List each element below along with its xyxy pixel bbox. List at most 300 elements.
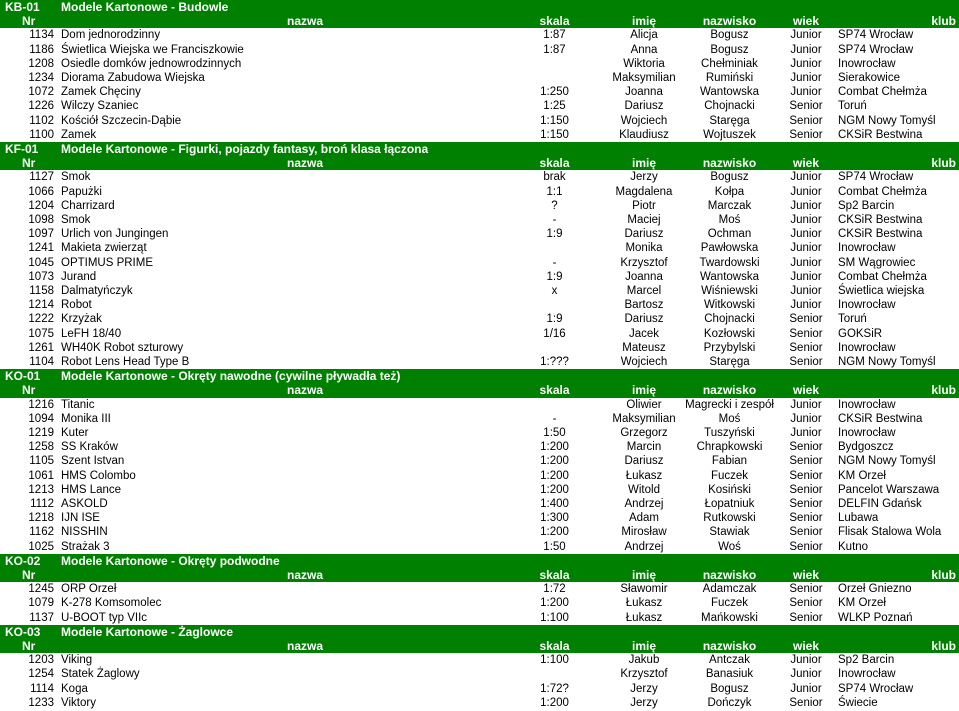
cell-klub: Pancelot Warszawa — [838, 483, 940, 496]
table-row — [0, 28, 959, 42]
cell-imie: Krzysztof — [620, 256, 668, 269]
cell-klub: CKSiR Bestwina — [838, 128, 923, 141]
header-nazwa: nazwa — [286, 639, 323, 653]
cell-nazwa: Wilczy Szaniec — [61, 100, 139, 113]
section-title: Modele Kartonowe - Budowle — [61, 0, 229, 14]
table-row — [0, 469, 959, 483]
section-code: KO-01 — [5, 369, 41, 384]
cell-skala: 1:100 — [540, 654, 569, 667]
cell-nazwa: Szent Istvan — [61, 455, 125, 468]
header-wiek: wiek — [792, 639, 819, 653]
header-nazwisko: nazwisko — [702, 639, 757, 653]
cell-nazwa: HMS Lance — [61, 483, 122, 496]
cell-klub: Inowrocław — [838, 242, 896, 255]
cell-imie: Jakub — [628, 654, 660, 667]
cell-nazwa: Makieta zwierząt — [61, 242, 147, 255]
cell-imie: Sławomir — [620, 583, 668, 596]
header-nazwisko: nazwisko — [702, 568, 757, 582]
table-row — [0, 454, 959, 468]
cell-imie: Wiktoria — [623, 57, 665, 70]
cell-nazwisko: Bogusz — [710, 682, 749, 695]
cell-nazwa: Monika III — [61, 412, 111, 425]
cell-wiek: Junior — [790, 682, 822, 695]
header-skala: skala — [539, 639, 570, 653]
table-row — [0, 99, 959, 113]
table-row — [0, 298, 959, 312]
cell-imie: Piotr — [632, 199, 656, 212]
section-code: KO-03 — [5, 624, 41, 639]
header-skala: skala — [539, 568, 570, 582]
cell-wiek: Junior — [790, 86, 822, 99]
cell-nr: 1222 — [28, 313, 54, 326]
cell-nazwa: Strażak 3 — [61, 540, 110, 553]
header-nazwisko: nazwisko — [702, 14, 757, 29]
header-klub: klub — [931, 383, 956, 398]
table-row — [0, 213, 959, 227]
cell-nazwa: Krzyżak — [61, 313, 102, 326]
cell-wiek: Junior — [790, 270, 822, 283]
cell-nazwisko: Marczak — [707, 199, 752, 212]
cell-skala: 1:200 — [540, 597, 569, 610]
cell-nazwisko: Chojnacki — [704, 100, 755, 113]
cell-nazwa: Statek Żaglowy — [61, 668, 140, 681]
header-nazwisko: nazwisko — [702, 383, 757, 398]
cell-skala: 1:200 — [540, 526, 569, 539]
cell-nazwa: K-278 Komsomolec — [61, 597, 162, 610]
cell-imie: Jerzy — [630, 171, 658, 184]
table-row — [0, 355, 959, 369]
cell-nr: 1045 — [28, 256, 54, 269]
cell-imie: Łukasz — [625, 469, 663, 482]
cell-nazwisko: Banasiuk — [705, 668, 754, 681]
cell-imie: Adam — [628, 512, 660, 525]
cell-nazwisko: Staręga — [709, 356, 750, 368]
cell-imie: Joanna — [625, 86, 663, 99]
cell-klub: KM Orzeł — [838, 469, 886, 482]
cell-wiek: Senior — [789, 100, 823, 113]
table-row — [0, 398, 959, 412]
table-row — [0, 270, 959, 284]
section-band — [0, 0, 959, 14]
section-band — [0, 369, 959, 383]
cell-klub: SP74 Wrocław — [838, 29, 914, 42]
table-row — [0, 241, 959, 255]
cell-nazwa: Robot — [61, 299, 92, 312]
cell-nazwisko: Chojnacki — [704, 313, 755, 326]
cell-imie: Anna — [630, 43, 658, 56]
cell-imie: Dariusz — [624, 313, 664, 326]
cell-imie: Dariusz — [624, 455, 664, 468]
cell-skala: 1:300 — [540, 512, 569, 525]
table-row — [0, 596, 959, 610]
header-imie: imię — [631, 383, 656, 398]
cell-imie: Maciej — [627, 214, 661, 226]
cell-imie: Mateusz — [622, 341, 666, 354]
table-row — [0, 185, 959, 199]
cell-skala: 1:200 — [540, 483, 569, 496]
cell-imie: Joanna — [625, 270, 663, 283]
cell-imie: Klaudiusz — [619, 128, 669, 141]
cell-wiek: Senior — [789, 696, 823, 709]
section-title: Modele Kartonowe - Żaglowce — [61, 624, 234, 639]
cell-nazwisko: Fabian — [711, 455, 748, 468]
cell-nazwa: OPTIMUS PRIME — [61, 256, 154, 269]
cell-nazwa: Smok — [61, 171, 91, 184]
table-row — [0, 483, 959, 497]
cell-imie: Magdalena — [615, 185, 673, 198]
table-row — [0, 497, 959, 511]
cell-nr: 1079 — [28, 597, 54, 610]
section-title: Modele Kartonowe - Okręty podwodne — [61, 553, 280, 568]
cell-skala: 1:72 — [543, 583, 566, 596]
column-header-row — [0, 383, 959, 397]
cell-imie: Grzegorz — [620, 427, 668, 439]
cell-skala — [508, 398, 601, 412]
cell-nr: 1233 — [28, 696, 54, 709]
cell-nazwa: IJN ISE — [61, 512, 100, 525]
table-row — [0, 256, 959, 270]
header-klub: klub — [931, 14, 956, 29]
cell-klub: Inowrocław — [838, 398, 896, 411]
cell-imie: Krzysztof — [620, 668, 668, 681]
cell-nazwa: Charrizard — [61, 199, 115, 212]
cell-nazwisko: Bogusz — [710, 43, 749, 56]
cell-imie: Andrzej — [624, 540, 664, 553]
cell-nr: 1075 — [28, 327, 54, 340]
section-band — [0, 142, 959, 156]
cell-nr: 1104 — [29, 356, 54, 368]
cell-wiek: Senior — [789, 512, 823, 525]
cell-nr: 1102 — [29, 114, 54, 127]
section-title: Modele Kartonowe - Okręty nawodne (cywilne pływadła też) — [61, 369, 401, 384]
cell-nazwisko: Moś — [718, 214, 741, 226]
cell-nazwa: Papużki — [61, 185, 102, 198]
cell-wiek: Junior — [790, 72, 822, 84]
cell-nazwa: HMS Colombo — [61, 469, 136, 482]
cell-imie: Maksymilian — [612, 412, 676, 425]
cell-imie: Jacek — [628, 327, 660, 340]
cell-skala: brak — [543, 171, 566, 184]
header-imie: imię — [631, 156, 656, 171]
table-row — [0, 85, 959, 99]
cell-klub: CKSiR Bestwina — [838, 412, 923, 425]
cell-nr: 1066 — [28, 185, 54, 198]
cell-nazwa: Dalmatyńczyk — [61, 285, 133, 297]
table-row — [0, 511, 959, 525]
cell-klub: WLKP Poznań — [838, 611, 913, 624]
cell-imie: Oliwier — [626, 398, 662, 411]
cell-klub: Sp2 Barcin — [838, 654, 895, 667]
header-nazwa: nazwa — [286, 156, 323, 171]
column-header-row — [0, 639, 959, 653]
table-row — [0, 653, 959, 667]
cell-skala: 1:87 — [543, 29, 566, 42]
cell-nazwa: Urlich von Jungingen — [61, 228, 169, 241]
cell-nazwisko: Woś — [718, 540, 741, 553]
cell-nr: 1241 — [28, 242, 54, 255]
table-row — [0, 682, 959, 696]
cell-nazwisko: Adamczak — [702, 583, 757, 596]
cell-klub: Inowrocław — [838, 668, 896, 681]
cell-nr: 1094 — [28, 412, 54, 425]
cell-imie: Wojciech — [620, 356, 668, 368]
cell-klub: Inowrocław — [838, 341, 896, 354]
cell-nazwa: Viktory — [61, 696, 96, 709]
cell-imie: Wojciech — [620, 114, 668, 127]
cell-klub: Sierakowice — [838, 72, 900, 84]
cell-skala: 1:50 — [543, 427, 566, 439]
cell-nazwisko: Bogusz — [710, 29, 749, 42]
cell-imie: Marcel — [626, 285, 662, 297]
cell-imie: Bartosz — [624, 299, 664, 312]
cell-nazwa: Robot Lens Head Type B — [61, 356, 190, 368]
cell-klub: Inowrocław — [838, 57, 896, 70]
header-nazwa: nazwa — [286, 383, 323, 398]
cell-wiek: Junior — [790, 214, 822, 226]
header-nazwa: nazwa — [286, 568, 323, 582]
cell-klub: SP74 Wrocław — [838, 682, 914, 695]
header-nazwisko: nazwisko — [702, 156, 757, 171]
header-nazwa: nazwa — [286, 14, 323, 29]
column-header-row — [0, 156, 959, 170]
cell-wiek: Senior — [789, 483, 823, 496]
cell-nr: 1114 — [30, 682, 54, 695]
cell-klub: KM Orzeł — [838, 597, 886, 610]
column-header-row — [0, 14, 959, 28]
cell-nazwisko: Antczak — [709, 654, 750, 667]
header-imie: imię — [631, 14, 656, 29]
cell-nr: 1245 — [28, 583, 54, 596]
cell-skala: - — [552, 412, 557, 425]
cell-imie: Maksymilian — [612, 72, 676, 84]
cell-nr: 1162 — [29, 526, 54, 539]
cell-skala: - — [552, 256, 557, 269]
cell-wiek: Junior — [790, 654, 822, 667]
cell-nazwisko: Staręga — [709, 114, 750, 127]
cell-wiek: Senior — [789, 583, 823, 596]
cell-wiek: Junior — [790, 57, 822, 70]
cell-nazwa: U-BOOT typ VIIc — [61, 611, 148, 624]
cell-nazwa: Smok — [61, 214, 91, 226]
section-code: KF-01 — [5, 142, 39, 156]
cell-skala: 1:50 — [543, 540, 566, 553]
cell-wiek: Senior — [789, 327, 823, 340]
cell-nr: 1234 — [28, 72, 54, 84]
cell-wiek: Senior — [789, 498, 823, 510]
cell-nazwa: Titanic — [61, 398, 95, 411]
cell-imie: Jerzy — [630, 696, 658, 709]
header-wiek: wiek — [792, 156, 819, 171]
cell-skala — [508, 57, 601, 71]
cell-klub: NGM Nowy Tomyśl — [838, 114, 936, 127]
cell-nazwa: Świetlica Wiejska we Franciszkowie — [61, 43, 244, 56]
cell-nr: 1061 — [28, 469, 54, 482]
cell-nazwa: Kościół Szczecin-Dąbie — [61, 114, 182, 127]
cell-klub: Bydgoszcz — [838, 441, 894, 454]
cell-wiek: Senior — [789, 441, 823, 454]
cell-wiek: Senior — [789, 341, 823, 354]
cell-nazwa: Dom jednorodzinny — [61, 29, 161, 42]
cell-nr: 1073 — [28, 270, 54, 283]
cell-skala: 1:1 — [546, 185, 563, 198]
cell-imie: Alicja — [630, 29, 658, 42]
cell-wiek: Senior — [789, 128, 823, 141]
cell-klub: CKSiR Bestwina — [838, 228, 923, 241]
cell-klub: NGM Nowy Tomyśl — [838, 455, 936, 468]
cell-imie: Jerzy — [630, 682, 658, 695]
header-nr: Nr — [22, 568, 36, 582]
cell-skala — [508, 667, 601, 681]
cell-wiek: Senior — [789, 455, 823, 468]
column-header-row — [0, 568, 959, 582]
table-row — [0, 312, 959, 326]
cell-nazwisko: Wojtuszek — [703, 128, 756, 141]
table-row — [0, 114, 959, 128]
header-imie: imię — [631, 568, 656, 582]
cell-imie: Witold — [628, 483, 660, 496]
cell-klub: CKSiR Bestwina — [838, 214, 923, 226]
cell-nazwisko: Rumiński — [705, 72, 754, 84]
table-row — [0, 525, 959, 539]
cell-klub: Inowrocław — [838, 427, 896, 439]
cell-nr: 1204 — [28, 199, 54, 212]
table-row — [0, 284, 959, 298]
cell-klub: Lubawa — [838, 512, 879, 525]
cell-nazwisko: Ochman — [707, 228, 752, 241]
cell-nazwa: Jurand — [61, 270, 97, 283]
cell-imie: Łukasz — [625, 611, 663, 624]
cell-skala: x — [551, 285, 558, 297]
cell-skala — [508, 71, 601, 85]
cell-klub: NGM Nowy Tomyśl — [838, 356, 936, 368]
cell-nazwisko: Fuczek — [710, 597, 749, 610]
header-nr: Nr — [22, 156, 36, 171]
cell-nazwisko: Przybylski — [703, 341, 756, 354]
cell-nazwa: WH40K Robot szturowy — [61, 341, 184, 354]
cell-skala — [508, 298, 601, 312]
cell-nazwisko: Fuczek — [710, 469, 749, 482]
cell-nr: 1208 — [28, 57, 54, 70]
cell-wiek: Junior — [790, 668, 822, 681]
cell-wiek: Senior — [789, 356, 823, 368]
cell-wiek: Senior — [789, 313, 823, 326]
cell-wiek: Junior — [790, 412, 822, 425]
section-code: KO-02 — [5, 553, 41, 568]
header-klub: klub — [931, 156, 956, 171]
table-row — [0, 170, 959, 184]
cell-nazwa: Zamek — [61, 128, 97, 141]
table-row — [0, 341, 959, 355]
cell-nr: 1158 — [29, 285, 54, 297]
cell-nr: 1186 — [29, 43, 54, 56]
cell-nazwa: Koga — [61, 682, 88, 695]
cell-imie: Dariusz — [624, 100, 664, 113]
cell-nr: 1025 — [28, 540, 54, 553]
cell-nr: 1214 — [28, 299, 54, 312]
cell-nazwa: Zamek Chęciny — [61, 86, 141, 99]
cell-wiek: Junior — [790, 242, 822, 255]
cell-nr: 1261 — [28, 341, 54, 354]
table-row — [0, 199, 959, 213]
cell-nazwa: LeFH 18/40 — [61, 327, 122, 340]
cell-nr: 1213 — [28, 483, 54, 496]
cell-nazwa: Diorama Zabudowa Wiejska — [61, 72, 205, 84]
cell-skala: 1:200 — [540, 441, 569, 454]
cell-nazwisko: Moś — [718, 412, 741, 425]
cell-nr: 1218 — [28, 512, 54, 525]
cell-wiek: Senior — [789, 597, 823, 610]
cell-wiek: Junior — [790, 185, 822, 198]
cell-nazwisko: Witkowski — [703, 299, 756, 312]
cell-nr: 1098 — [28, 214, 54, 226]
cell-nazwa: Viking — [61, 654, 93, 667]
cell-klub: Kutno — [838, 540, 869, 553]
cell-nazwisko: Rutkowski — [703, 512, 756, 525]
cell-wiek: Junior — [790, 199, 822, 212]
cell-skala: 1:250 — [540, 86, 569, 99]
table-row — [0, 696, 959, 710]
table-row — [0, 57, 959, 71]
cell-skala: 1:150 — [540, 128, 569, 141]
cell-nazwisko: Wantowska — [699, 270, 759, 283]
table-row — [0, 426, 959, 440]
cell-imie: Mirosław — [621, 526, 667, 539]
cell-klub: Świetlica wiejska — [838, 285, 925, 297]
cell-imie: Andrzej — [624, 498, 664, 510]
table-row — [0, 128, 959, 142]
cell-nr: 1072 — [28, 86, 54, 99]
table-row — [0, 227, 959, 241]
cell-nr: 1203 — [28, 654, 54, 667]
cell-klub: SP74 Wrocław — [838, 43, 914, 56]
section-band — [0, 625, 959, 639]
cell-skala: 1:??? — [540, 356, 569, 368]
cell-nazwisko: Twardowski — [699, 256, 760, 269]
cell-klub: Sp2 Barcin — [838, 199, 895, 212]
cell-wiek: Senior — [789, 114, 823, 127]
header-nr: Nr — [22, 14, 36, 29]
cell-skala: 1:87 — [543, 43, 566, 56]
cell-nazwisko: Wiśniewski — [701, 285, 758, 297]
cell-wiek: Junior — [790, 299, 822, 312]
cell-wiek: Senior — [789, 469, 823, 482]
cell-nr: 1134 — [29, 29, 54, 42]
cell-wiek: Senior — [789, 526, 823, 539]
table-row — [0, 667, 959, 681]
cell-wiek: Junior — [790, 43, 822, 56]
cell-nazwisko: Pawłowska — [700, 242, 759, 255]
cell-klub: Świecie — [838, 696, 878, 709]
cell-klub: DELFIN Gdańsk — [838, 498, 922, 510]
section-band — [0, 554, 959, 568]
cell-nr: 1226 — [28, 100, 54, 113]
section-title: Modele Kartonowe - Figurki, pojazdy fantasy, broń klasa łączona — [61, 142, 429, 156]
cell-wiek: Junior — [790, 171, 822, 184]
cell-wiek: Junior — [790, 398, 822, 411]
header-wiek: wiek — [792, 14, 819, 29]
cell-nazwisko: Kołpa — [714, 185, 745, 198]
cell-skala: 1:100 — [540, 611, 569, 624]
header-klub: klub — [931, 639, 956, 653]
cell-klub: Orzeł Gniezno — [838, 583, 912, 596]
table-row — [0, 43, 959, 57]
cell-skala: 1:200 — [540, 469, 569, 482]
header-nr: Nr — [22, 383, 36, 398]
cell-wiek: Senior — [789, 611, 823, 624]
cell-skala: 1:200 — [540, 696, 569, 709]
section-code: KB-01 — [5, 0, 40, 14]
cell-skala: 1:400 — [540, 498, 569, 510]
